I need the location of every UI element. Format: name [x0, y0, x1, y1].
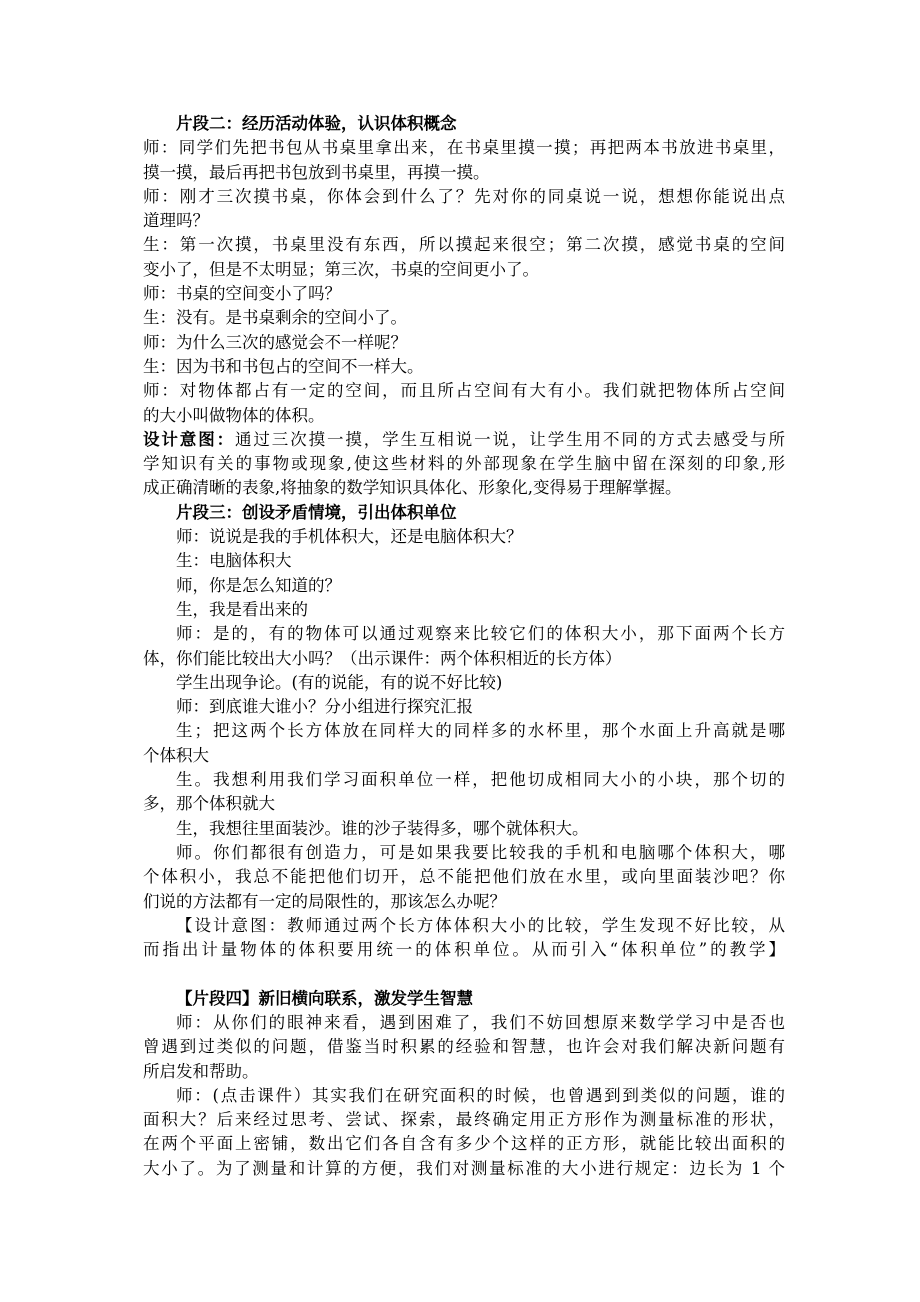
paragraph-line [143, 1035, 785, 1059]
line-label: 【片段四】 [176, 988, 259, 1008]
document-body [143, 112, 785, 1181]
paragraph-line [143, 1132, 785, 1156]
paragraph-line [143, 452, 785, 476]
line-text: 师：书桌的空间变小了吗？ [143, 284, 341, 304]
paragraph-line [143, 719, 785, 743]
line-text: 片段二：经历活动体验，认识体积概念 [176, 114, 457, 133]
paragraph-line [143, 306, 785, 330]
paragraph-line [143, 865, 785, 889]
line-text: 曾遇到过类似的问题，借鉴当时积累的经验和智慧，也许会对我们解决新问题有 [143, 1037, 785, 1057]
line-text: 师：(点击课件）其实我们在研究面积的时候，也曾遇到到类似的问题，谁的 [176, 1085, 785, 1105]
paragraph-line [143, 1157, 785, 1181]
paragraph-line [143, 598, 785, 622]
line-text: 摸一摸，最后再把书包放到书桌里，再摸一摸。 [143, 162, 490, 182]
section-heading [143, 987, 785, 1011]
line-text: 师：到底谁大谁小？分小组进行探究汇报 [176, 697, 473, 717]
paragraph-line [143, 428, 785, 452]
paragraph-line [143, 379, 785, 403]
line-text: 而指出计量物体的体积要用统一的体积单位。从而引入“体积单位”的教学】 [143, 940, 785, 960]
paragraph-line [143, 185, 785, 209]
paragraph-line [143, 282, 785, 306]
line-text: 新旧横向联系，激发学生智慧 [258, 988, 473, 1008]
line-text: 师：同学们先把书包从书桌里拿出来，在书桌里摸一摸；再把两本书放进书桌里， [143, 138, 785, 158]
line-text: 师，你是怎么知道的？ [176, 575, 341, 595]
blank-line [143, 962, 785, 986]
line-text: 生，我是看出来的 [176, 599, 308, 619]
paragraph-line [143, 647, 785, 671]
paragraph-line [143, 817, 785, 841]
paragraph-line [143, 331, 785, 355]
paragraph-line [143, 768, 785, 792]
line-text: 所启发和帮助。 [143, 1061, 259, 1081]
line-text: 学生出现争论。(有的说能，有的说不好比较) [176, 672, 503, 692]
paragraph-line [143, 1108, 785, 1132]
paragraph-line [143, 890, 785, 914]
line-text: 大小了。为了测量和计算的方便，我们对测量标准的大小进行规定：边长为 1 个 [143, 1158, 785, 1178]
line-text: 变小了，但是不太明显；第三次，书桌的空间更小了。 [143, 259, 539, 279]
line-text: 在两个平面上密铺，数出它们各自含有多少个这样的正方形，就能比较出面积的 [143, 1134, 785, 1154]
section-heading [143, 501, 785, 525]
line-text: 片段三：创设矛盾情境，引出体积单位 [176, 502, 457, 522]
paragraph-line [143, 841, 785, 865]
line-text: 学知识有关的事物或现象,使这些材料的外部现象在学生脑中留在深刻的印象,形 [143, 454, 785, 474]
paragraph-line [143, 695, 785, 719]
line-text: 师：是的，有的物体可以通过观察来比较它们的体积大小，那下面两个长方 [176, 624, 785, 644]
line-text: 生：第一次摸，书桌里没有东西，所以摸起来很空；第二次摸，感觉书桌的空间 [143, 235, 785, 255]
line-text: 们说的方法都有一定的局限性的，那该怎么办呢？ [143, 891, 506, 911]
line-text: 个体积大 [143, 745, 209, 765]
line-text: 师：说说是我的手机体积大，还是电脑体积大？ [176, 527, 523, 547]
line-text: 通过三次摸一摸，学生互相说一说，让学生用不同的方式去感受与所 [235, 429, 785, 449]
line-text: 师。你们都很有创造力，可是如果我要比较我的手机和电脑哪个体积大，哪 [176, 842, 785, 862]
paragraph-line [143, 938, 785, 962]
line-text: 师：从你们的眼神来看，遇到困难了，我们不妨回想原来数学学习中是否也 [176, 1012, 785, 1032]
line-label: 设计意图： [143, 429, 235, 449]
paragraph-line [143, 1060, 785, 1084]
paragraph-line [143, 476, 785, 500]
line-text: 生。我想利用我们学习面积单位一样，把他切成相同大小的小块，那个切的 [176, 770, 785, 790]
paragraph-line [143, 792, 785, 816]
line-text: 师：对物体都占有一定的空间，而且所占空间有大有小。我们就把物体所占空间 [143, 381, 785, 401]
paragraph-line [143, 136, 785, 160]
line-text: 的大小叫做物体的体积。 [143, 405, 325, 425]
paragraph-line [143, 258, 785, 282]
line-text: 生，我想往里面装沙。谁的沙子装得多，哪个就体积大。 [176, 818, 589, 838]
line-text: 面积大？后来经过思考、尝试、探索，最终确定用正方形作为测量标准的形状， [143, 1110, 785, 1130]
paragraph-line [143, 622, 785, 646]
paragraph-line [143, 1011, 785, 1035]
line-text: 生：没有。是书桌剩余的空间小了。 [143, 308, 407, 328]
line-text: 【设计意图：教师通过两个长方体体积大小的比较，学生发现不好比较，从 [176, 915, 785, 935]
line-text: 成正确清晰的表象,将抽象的数学知识具体化、形象化,变得易于理解掌握。 [143, 478, 682, 498]
paragraph-line [143, 574, 785, 598]
line-text: 多，那个体积就大 [143, 794, 275, 814]
paragraph-line [143, 161, 785, 185]
paragraph-line [143, 744, 785, 768]
line-text: 道理吗？ [143, 211, 209, 231]
paragraph-line [143, 355, 785, 379]
line-text: 生：电脑体积大 [176, 551, 292, 571]
paragraph-line [143, 233, 785, 257]
line-text: 师：刚才三次摸书桌，你体会到什么了？先对你的同桌说一说，想想你能说出点 [143, 186, 785, 206]
line-text: 体，你们能比较出大小吗？（出示课件：两个体积相近的长方体） [143, 648, 622, 668]
paragraph-line [143, 525, 785, 549]
paragraph-line [143, 914, 785, 938]
paragraph-line [143, 404, 785, 428]
section-heading [143, 112, 785, 136]
line-text: 生：因为书和书包占的空间不一样大。 [143, 356, 424, 376]
paragraph-line [143, 209, 785, 233]
paragraph-line [143, 671, 785, 695]
line-text: 生；把这两个长方体放在同样大的同样多的水杯里，那个水面上升高就是哪 [176, 721, 785, 741]
paragraph-line [143, 1084, 785, 1108]
line-text: 师：为什么三次的感觉会不一样呢？ [143, 332, 407, 352]
line-text: 个体积小，我总不能把他们切开，总不能把他们放在水里，或向里面装沙吧？你 [143, 867, 785, 887]
paragraph-line [143, 549, 785, 573]
